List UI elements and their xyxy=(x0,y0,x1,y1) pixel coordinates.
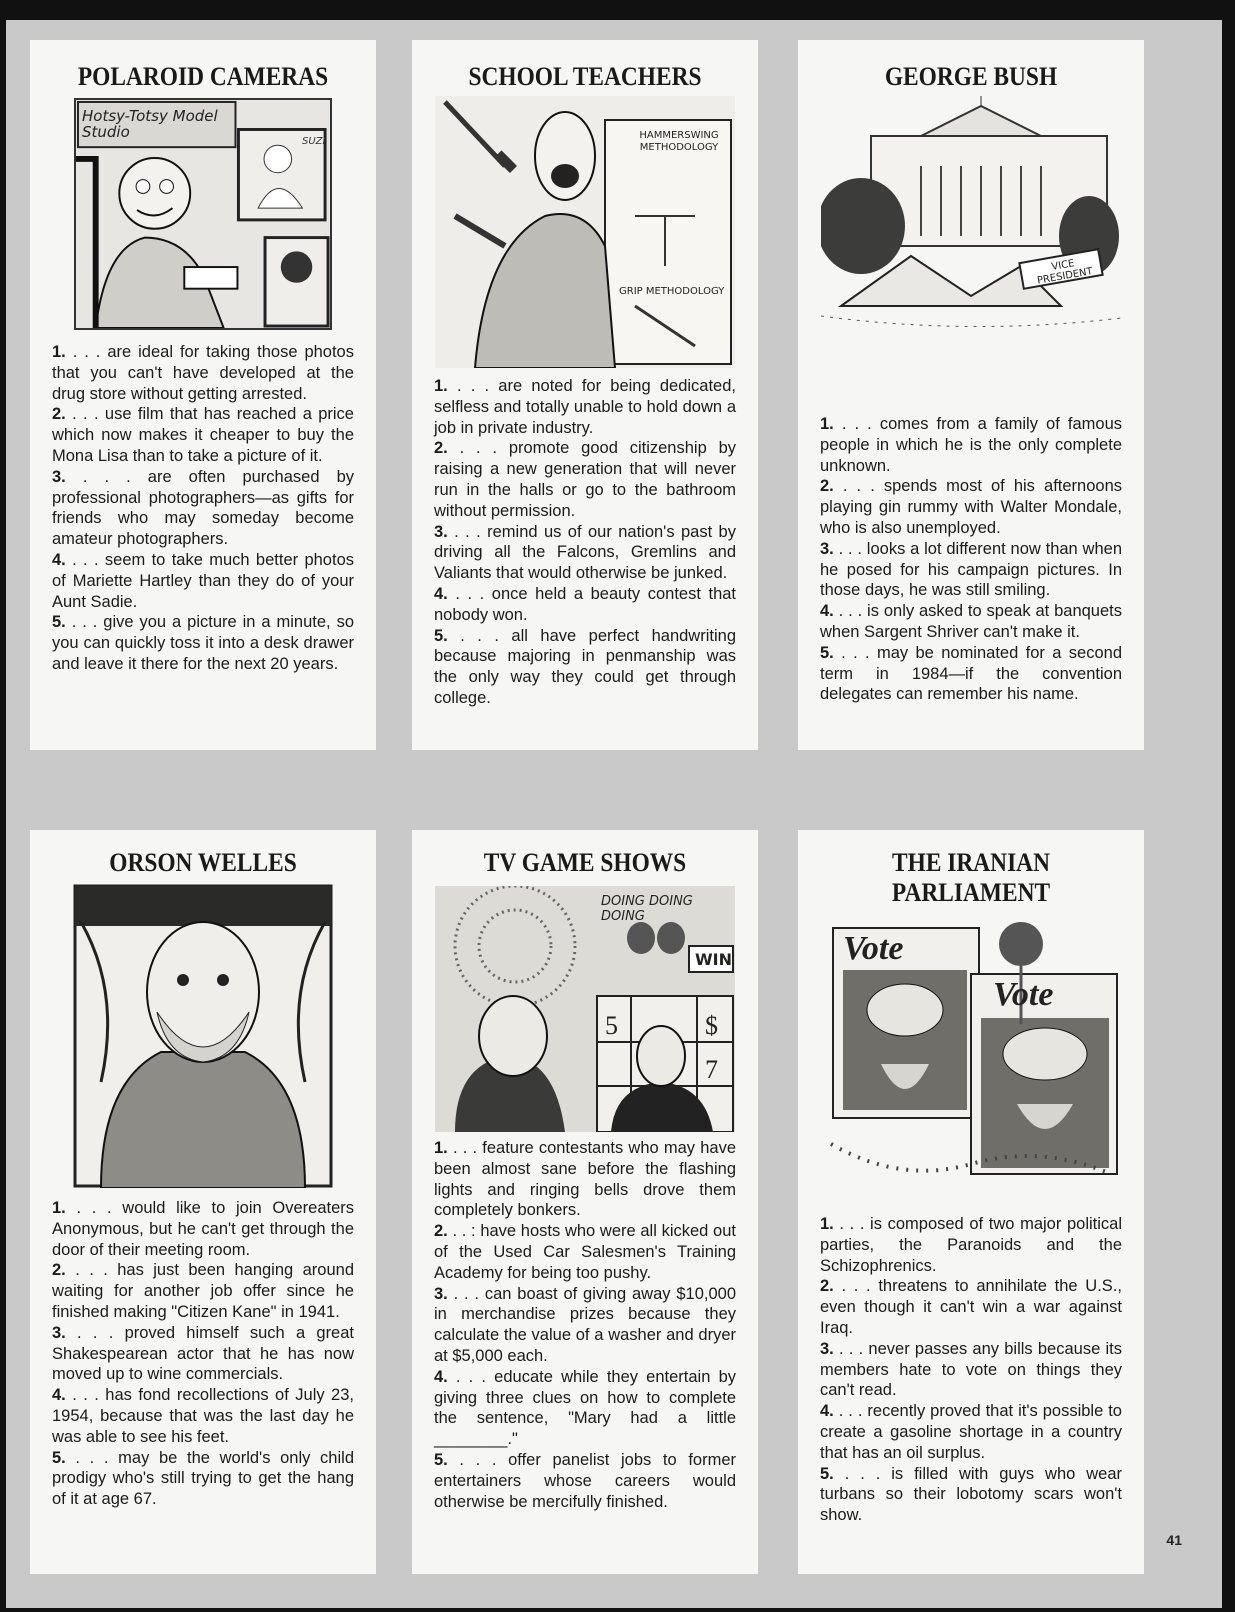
item-text: . . . once held a beauty contest that nobody won. xyxy=(434,584,736,624)
item-text: . . . educate while they entertain by giving three clues on how to complete the sentence, "Mary had a little ________." xyxy=(434,1367,736,1449)
item-text: . . . promote good citizenship by raising a new generation that will never run in the halls or go to the bathroom without permission. xyxy=(434,439,736,520)
item-number: 4. xyxy=(52,1386,66,1405)
list-item xyxy=(820,1339,1122,1401)
item-number: 5. xyxy=(52,613,66,632)
list-item xyxy=(434,1450,736,1512)
item-list xyxy=(52,342,354,675)
list-item xyxy=(52,1198,354,1260)
item-number: 3. xyxy=(434,1284,448,1303)
item-number: 4. xyxy=(820,602,834,621)
item-number: 3. xyxy=(52,1323,66,1342)
item-text: . . . give you a picture in a minute, so you can quickly toss it into a desk drawer and leave it there for the next 20 years. xyxy=(52,613,354,673)
illustration-orson-welles xyxy=(61,882,345,1188)
item-number: 5. xyxy=(820,643,834,662)
illustration-vote-posters xyxy=(821,914,1121,1200)
card-title: GEORGE BUSH xyxy=(884,62,1058,91)
card-george-bush xyxy=(798,40,1144,750)
item-number: 4. xyxy=(820,1402,834,1421)
item-number: 3. xyxy=(52,467,66,486)
item-text: . . . recently proved that it's possible to create a gasoline shortage in a country that has an oil surplus. xyxy=(820,1402,1122,1462)
svg-text:5: 5 xyxy=(605,1011,618,1040)
item-text: . . . spends most of his afternoons playing gin rummy with Walter Mondale, who is also unemployed. xyxy=(820,477,1122,537)
list-item xyxy=(820,601,1122,643)
illustration-white-house xyxy=(821,96,1121,366)
list-item xyxy=(52,467,354,550)
poster-name-text: SUZI xyxy=(302,136,326,147)
list-item xyxy=(52,1323,354,1385)
list-item xyxy=(820,539,1122,601)
item-number: 5. xyxy=(820,1464,834,1483)
item-text: . . . proved himself such a great Shakespearean actor that he has now moved up to wine commercials. xyxy=(52,1323,354,1384)
doing-sign-text: DOING DOING DOING xyxy=(601,894,693,924)
item-text: . . : have hosts who were all kicked out of the Used Car Salesmen's Training Academy for being too pushy. xyxy=(434,1222,736,1282)
item-number: 3. xyxy=(434,522,448,541)
list-item xyxy=(434,376,736,438)
list-item xyxy=(52,1260,354,1322)
list-item xyxy=(820,1214,1122,1276)
list-item xyxy=(434,1221,736,1283)
svg-text:$: $ xyxy=(705,1011,718,1040)
whiteboard-heading-1: HAMMERSWING METHODOLOGY xyxy=(639,130,719,153)
list-item xyxy=(52,1385,354,1447)
item-text: . . . looks a lot different now than when he posed for his campaign pictures. In those days, he was still smiling. xyxy=(820,539,1122,600)
list-item xyxy=(434,584,736,626)
whiteboard-heading-2: GRIP METHODOLOGY xyxy=(619,286,725,297)
item-text: . . . may be nominated for a second term in 1984—if the convention delegates can remember his name. xyxy=(820,643,1122,704)
svg-text:7: 7 xyxy=(705,1055,718,1084)
item-text: . . . comes from a family of famous people in which he is the only complete unknown. xyxy=(820,415,1122,475)
card-title: THE IRANIAN PARLIAMENT xyxy=(891,848,1051,907)
vote-poster-text-2: Vote xyxy=(993,976,1054,1013)
card-tv-game-shows xyxy=(412,830,758,1574)
item-text: . . . offer panelist jobs to former entertainers whose careers would otherwise be mercifully finished. xyxy=(434,1450,736,1511)
item-number: 5. xyxy=(434,1450,448,1469)
item-number: 5. xyxy=(434,626,448,645)
list-item xyxy=(52,342,354,404)
list-item xyxy=(52,550,354,612)
item-text: . . . would like to join Overeaters Anonymous, but he can't get through the door of their meeting room. xyxy=(52,1199,354,1259)
item-text: . . . is only asked to speak at banquets when Sargent Shriver can't make it. xyxy=(820,602,1122,641)
item-text: . . . seem to take much better photos of Mariette Hartley than they do of your Aunt Sadie. xyxy=(52,550,354,611)
list-item xyxy=(434,522,736,584)
card-title: ORSON WELLES xyxy=(109,848,297,877)
item-number: 5. xyxy=(52,1448,66,1467)
studio-sign-text: Hotsy-Totsy Model Studio xyxy=(82,107,218,141)
item-text: . . . are often purchased by professional photographers—as gifts for friends who may someday become amateur photographers. xyxy=(52,467,354,549)
list-item xyxy=(820,1464,1122,1526)
list-item xyxy=(52,404,354,466)
item-number: 1. xyxy=(434,1139,448,1157)
item-number: 2. xyxy=(820,1277,834,1296)
list-item xyxy=(434,438,736,521)
illustration-game-show xyxy=(435,886,735,1132)
list-item xyxy=(52,612,354,674)
item-text: . . . can boast of giving away $10,000 in merchandise prizes because they calculate the value of a washer and dryer at $5,000 each. xyxy=(434,1284,736,1365)
item-text: . . . has fond recollections of July 23, 1954, because that was the last day he was able to see his feet. xyxy=(52,1386,354,1446)
card-orson-welles xyxy=(30,830,376,1574)
item-number: 1. xyxy=(820,415,834,433)
item-text: . . . all have perfect handwriting because majoring in penmanship was the only way they could get through college. xyxy=(434,626,736,707)
item-text: . . . never passes any bills because its members hate to vote on things they can't read. xyxy=(820,1339,1122,1400)
card-title: TV GAME SHOWS xyxy=(483,848,687,877)
list-item xyxy=(820,414,1122,476)
list-item xyxy=(434,1284,736,1367)
item-text: . . . is filled with guys who wear turbans so their lobotomy scars won't show. xyxy=(820,1464,1122,1525)
item-number: 4. xyxy=(434,584,448,603)
item-text: . . . threatens to annihilate the U.S., even though it can't win a war against Iraq. xyxy=(820,1277,1122,1337)
illustration-drawing xyxy=(821,96,1121,366)
item-text: . . . has just been hanging around waiting for another job offer since he finished making "Citizen Kane" in 1941. xyxy=(52,1261,354,1321)
list-item xyxy=(820,476,1122,538)
item-number: 1. xyxy=(434,377,448,395)
item-number: 2. xyxy=(52,1261,66,1280)
item-text: . . . feature contestants who may have been almost sane before the flashing lights and ringing bells drove them completely bonkers. xyxy=(434,1139,736,1220)
item-list xyxy=(820,1214,1122,1526)
item-number: 3. xyxy=(820,1339,834,1358)
list-item xyxy=(52,1448,354,1510)
item-number: 2. xyxy=(434,1222,448,1241)
item-number: 1. xyxy=(52,343,66,361)
card-title: POLAROID CAMERAS xyxy=(77,62,329,91)
vote-poster-text-1: Vote xyxy=(843,930,904,967)
list-item xyxy=(434,626,736,709)
item-text: . . . use film that has reached a price which now makes it cheaper to buy the Mona Lisa than to take a picture of it. xyxy=(52,405,354,465)
item-text: . . . are noted for being dedicated, selfless and totally unable to hold down a job in private industry. xyxy=(434,377,736,437)
item-number: 1. xyxy=(52,1199,66,1217)
item-number: 2. xyxy=(434,439,448,458)
item-text: . . . are ideal for taking those photos that you can't have developed at the drug store without getting arrested. xyxy=(52,343,354,403)
illustration-polaroid xyxy=(74,98,332,330)
card-iranian-parliament xyxy=(798,830,1144,1574)
item-list xyxy=(52,1198,354,1510)
item-number: 1. xyxy=(820,1215,834,1233)
win-sign-text: WIN xyxy=(695,950,732,969)
page-number: 41 xyxy=(1166,1532,1182,1548)
list-item xyxy=(820,643,1122,705)
illustration-drawing xyxy=(61,882,345,1188)
item-number: 4. xyxy=(434,1367,448,1386)
item-number: 4. xyxy=(52,550,66,569)
magazine-page xyxy=(6,20,1222,1608)
card-polaroid-cameras xyxy=(30,40,376,750)
item-text: . . . may be the world's only child prodigy who's still trying to get the hang of it at age 67. xyxy=(52,1448,354,1509)
list-item xyxy=(434,1367,736,1450)
item-text: . . . is composed of two major political parties, the Paranoids and the Schizophrenics. xyxy=(820,1215,1122,1275)
card-school-teachers xyxy=(412,40,758,750)
list-item xyxy=(820,1401,1122,1463)
item-number: 3. xyxy=(820,539,834,558)
item-number: 2. xyxy=(820,477,834,496)
list-item xyxy=(820,1276,1122,1338)
vice-president-sign-text: VICE PRESIDENT xyxy=(1036,258,1094,287)
card-title: SCHOOL TEACHERS xyxy=(468,62,702,91)
item-list xyxy=(820,414,1122,705)
item-list xyxy=(434,1138,736,1512)
item-number: 2. xyxy=(52,405,66,424)
item-text: . . . remind us of our nation's past by driving all the Falcons, Gremlins and Valiants that would otherwise be junked. xyxy=(434,522,736,583)
item-list xyxy=(434,376,736,709)
list-item xyxy=(434,1138,736,1221)
illustration-teacher xyxy=(435,96,735,368)
